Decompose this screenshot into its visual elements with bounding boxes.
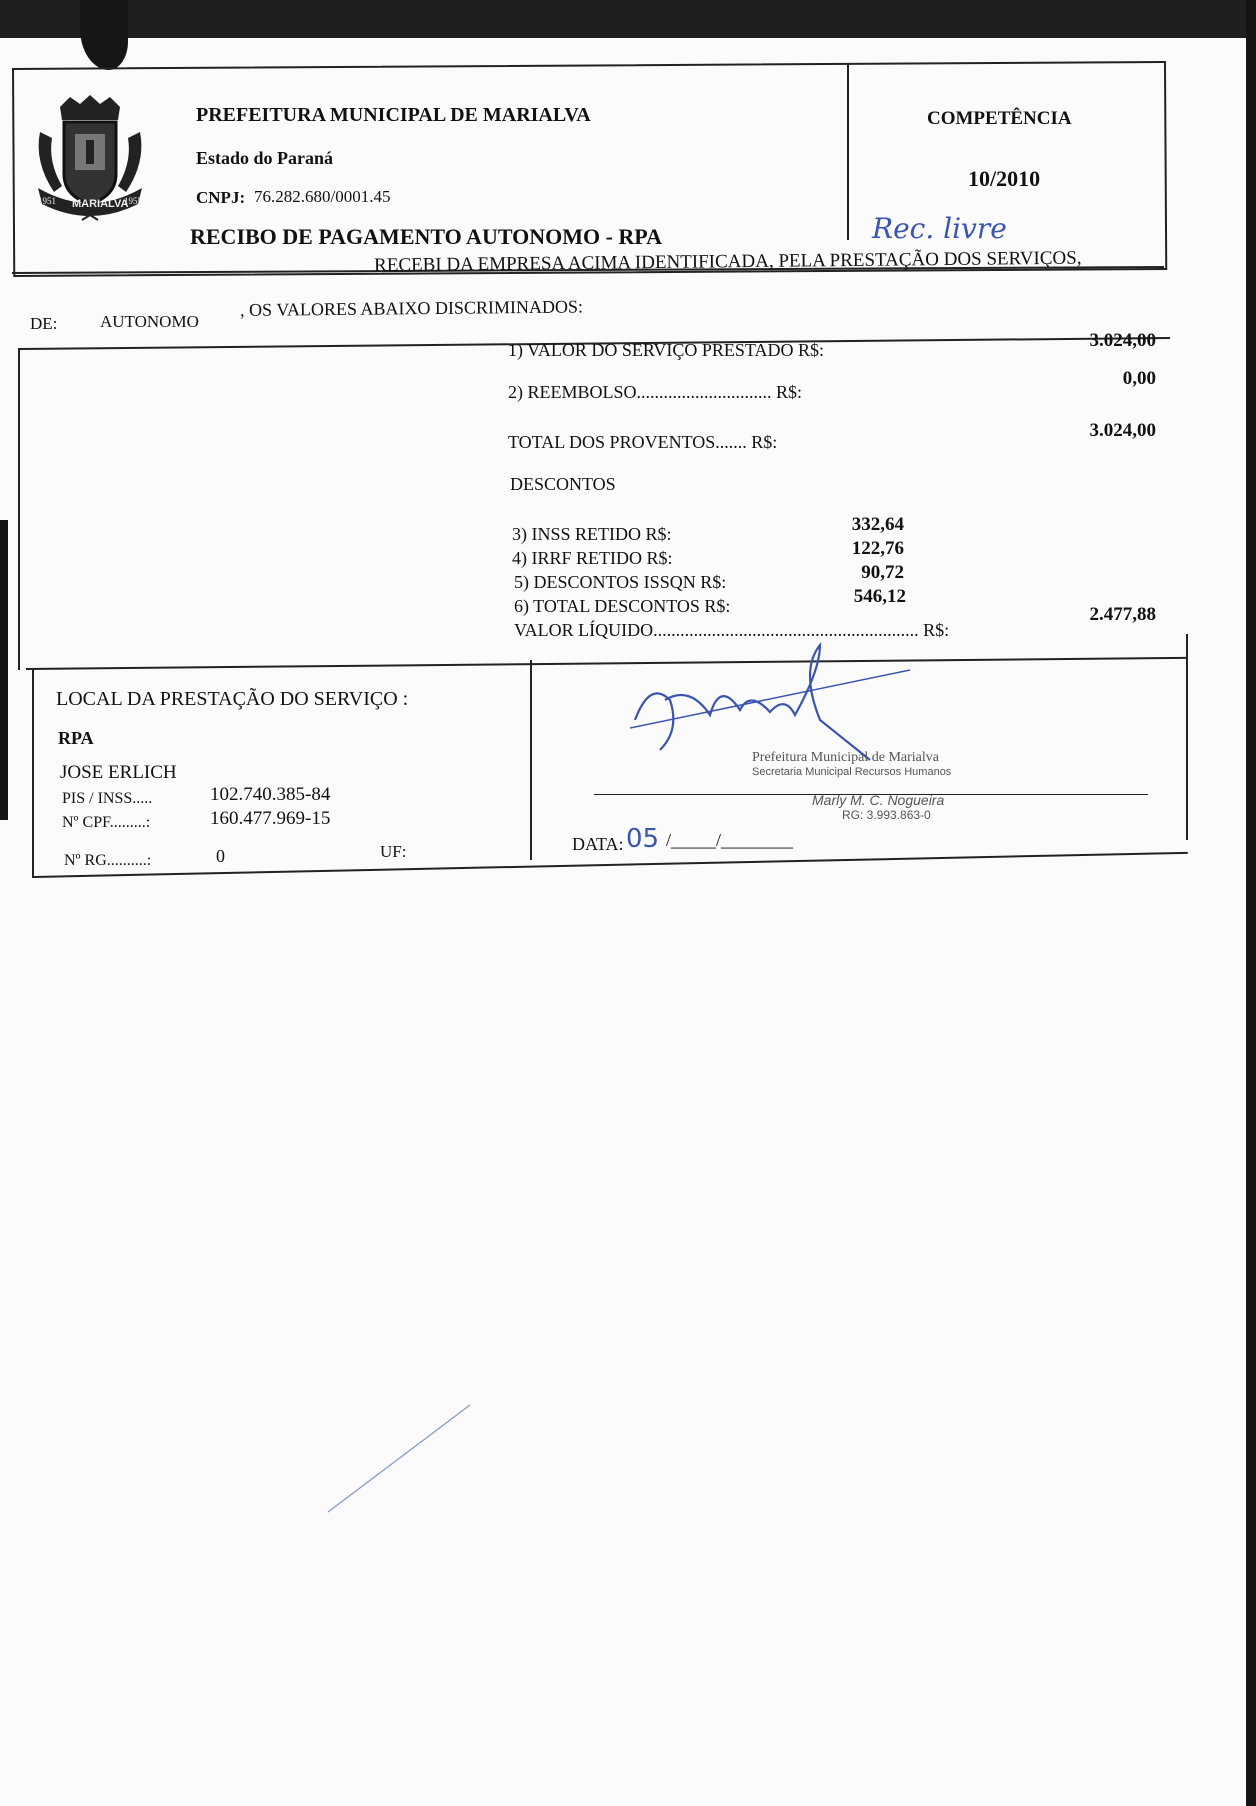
bottom-left-border [32, 668, 34, 878]
document-title: RECIBO DE PAGAMENTO AUTONOMO - RPA [190, 224, 663, 249]
bottom-right-border [1186, 634, 1188, 840]
pis-value: 102.740.385-84 [210, 784, 331, 805]
total-proventos-value: 3.024,00 [1089, 420, 1156, 441]
stamp-line-1: Prefeitura Municipal de Marialva [752, 750, 939, 765]
descontos-heading: DESCONTOS [510, 474, 616, 494]
valor-liquido-label: VALOR LÍQUIDO........................................................... R$: [514, 620, 950, 640]
scan-edge [1246, 0, 1256, 1806]
local-title: LOCAL DA PRESTAÇÃO DO SERVIÇO : [56, 688, 409, 710]
inss-label: 3) INSS RETIDO R$: [512, 524, 672, 544]
stamp-line-4: RG: 3.993.863-0 [842, 808, 931, 822]
intro-line-1: RECEBI DA EMPRESA ACIMA IDENTIFICADA, PELA PRESTAÇÃO DOS SERVIÇOS, [374, 247, 1082, 276]
scan-edge [0, 520, 8, 820]
stamp-line-3: Marly M. C. Nogueira [812, 792, 945, 808]
rg-value: 0 [216, 846, 225, 866]
total-descontos-label: 6) TOTAL DESCONTOS R$: [514, 596, 731, 616]
handwritten-note: Rec. livre [872, 212, 1007, 245]
values-left-border [18, 348, 20, 670]
prefeitura-name: PREFEITURA MUNICIPAL DE MARIALVA [196, 104, 591, 126]
data-blanks: /_____/________ [666, 830, 794, 850]
data-label: DATA: [572, 834, 624, 854]
intro-line-2: , OS VALORES ABAIXO DISCRIMINADOS: [240, 296, 584, 320]
issqn-value: 90,72 [861, 562, 904, 583]
crest-text: MARIALVA [72, 198, 129, 210]
irrf-value: 122,76 [851, 538, 904, 559]
servico-value: 3.024,00 [1089, 330, 1156, 351]
issqn-label: 5) DESCONTOS ISSQN R$: [514, 572, 727, 592]
competencia-label: COMPETÊNCIA [927, 108, 1072, 129]
cpf-value: 160.477.969-15 [210, 808, 331, 829]
cnpj-value: 76.282.680/0001.45 [254, 187, 391, 206]
pen-mark [320, 1400, 480, 1520]
header-divider [847, 64, 849, 240]
bottom-divider [530, 660, 532, 860]
rg-label: Nº RG..........: [64, 852, 152, 869]
irrf-label: 4) IRRF RETIDO R$: [512, 548, 673, 568]
reembolso-value: 0,00 [1122, 368, 1156, 389]
document-page [0, 38, 1248, 1806]
local-tipo: RPA [58, 728, 94, 748]
competencia-value: 10/2010 [968, 166, 1041, 191]
data-day: 05 [626, 824, 660, 854]
reembolso-label: 2) REEMBOLSO.............................. R$: [508, 382, 803, 402]
estado-name: Estado do Paraná [196, 148, 334, 168]
de-label: DE: [30, 314, 58, 333]
uf-label: UF: [380, 842, 407, 861]
cnpj-label: CNPJ: [196, 188, 246, 207]
crest-year-left: 1951 [38, 196, 56, 206]
servico-label: 1) VALOR DO SERVIÇO PRESTADO R$: [508, 340, 824, 360]
total-descontos-value: 546,12 [853, 586, 906, 607]
valor-liquido-value: 2.477,88 [1089, 604, 1156, 625]
cpf-label: Nº CPF.........: [62, 814, 151, 831]
pis-label: PIS / INSS..... [62, 790, 153, 807]
crest-year-right: 1955 [124, 196, 142, 206]
total-proventos-label: TOTAL DOS PROVENTOS....... R$: [508, 432, 778, 452]
prestador-nome: JOSE ERLICH [60, 762, 177, 783]
inss-value: 332,64 [851, 514, 904, 535]
de-value: AUTONOMO [100, 312, 199, 331]
stamp-line-2: Secretaria Municipal Recursos Humanos [752, 766, 952, 778]
